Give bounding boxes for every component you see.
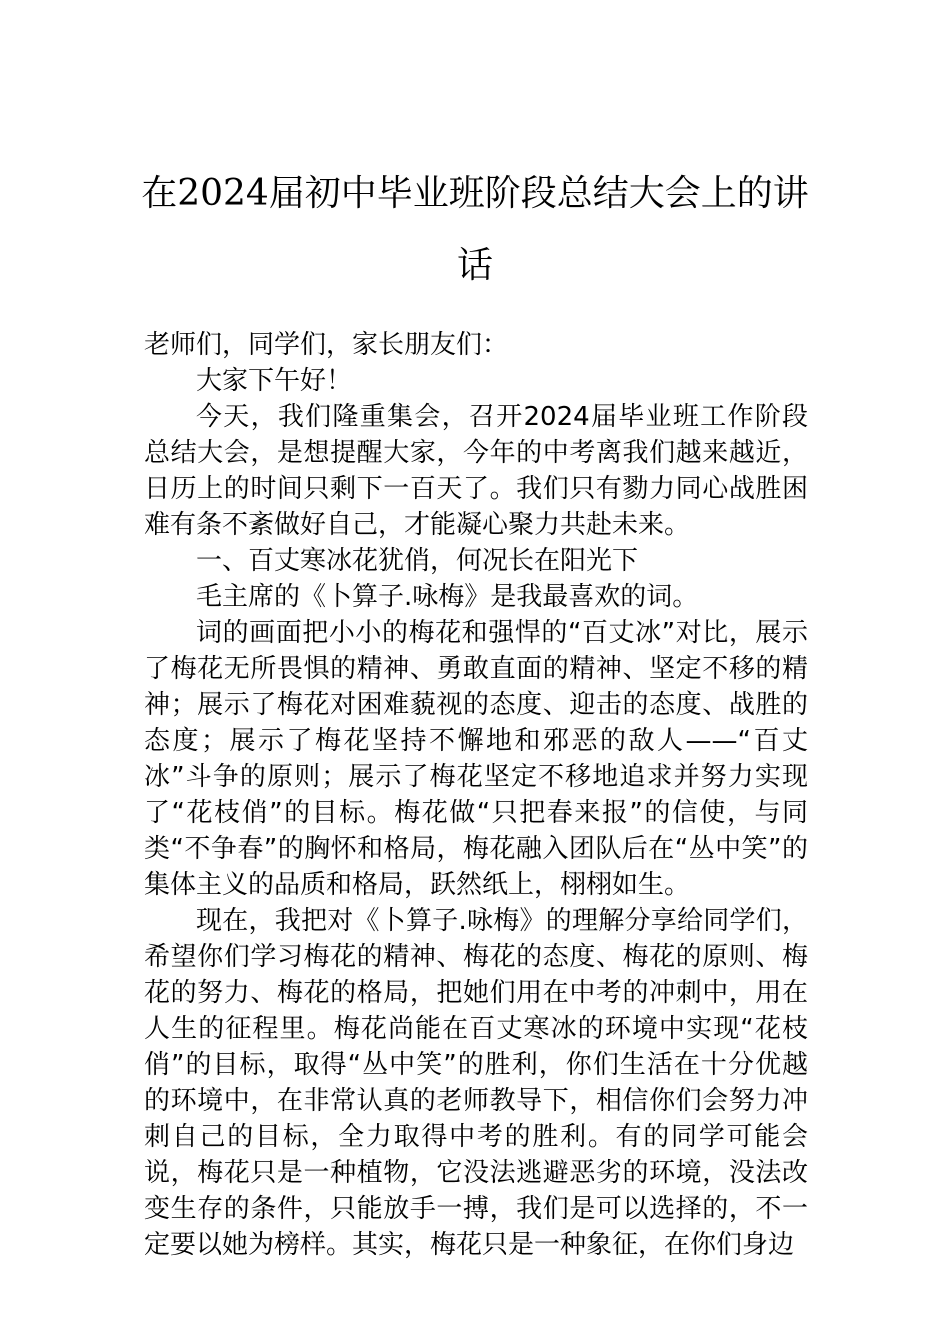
paragraph: 大家下午好！ bbox=[196, 366, 353, 396]
document-body bbox=[144, 327, 808, 1263]
paragraph: 老师们，同学们，家长朋友们： bbox=[144, 330, 509, 360]
paragraph: 毛主席的《卜算子.咏梅》是我最喜欢的词。 bbox=[196, 582, 699, 612]
paragraph: 一、百丈寒冰花犹俏，何况长在阳光下 bbox=[196, 546, 639, 576]
paragraph: 词的画面把小小的梅花和强悍的“百丈冰”对比，展示了梅花无所畏惧的精神、勇敢直面的精神、坚定不移的精神；展示了梅花对困难藐视的态度、迎击的态度、战胜的态度；展示了梅花坚持不懈地和邪恶的敌人——“百丈冰”斗争的原则；展示了梅花坚定不移地追求并努力实现了“花枝俏”的目标。梅花做“只把春来报”的信使，与同类“不争春”的胸怀和格局，梅花融入团队后在“丛中笑”的集体主义的品质和格局，跃然纸上，栩栩如生。 bbox=[144, 618, 808, 900]
document-title: 在2024届初中毕业班阶段总结大会上的讲话 bbox=[141, 173, 809, 286]
paragraph: 今天，我们隆重集会，召开2024届毕业班工作阶段总结大会，是想提醒大家，今年的中考离我们越来越近，日历上的时间只剩下一百天了。我们只有勠力同心战胜困难有条不紊做好自己，才能凝心聚力共赴未来。 bbox=[144, 402, 808, 540]
paragraph: 现在，我把对《卜算子.咏梅》的理解分享给同学们，希望你们学习梅花的精神、梅花的态度、梅花的原则、梅花的努力、梅花的格局，把她们用在中考的冲刺中，用在人生的征程里。梅花尚能在百丈寒冰的环境中实现“花枝俏”的目标，取得“丛中笑”的胜利，你们生活在十分优越的环境中，在非常认真的老师教导下，相信你们会努力冲刺自己的目标，全力取得中考的胜利。有的同学可能会说，梅花只是一种植物，它没法逃避恶劣的环境，没法改变生存的条件，只能放手一搏，我们是可以选择的，不一定要以她为榜样。其实，梅花只是一种象征，在你们身边 bbox=[144, 906, 808, 1260]
